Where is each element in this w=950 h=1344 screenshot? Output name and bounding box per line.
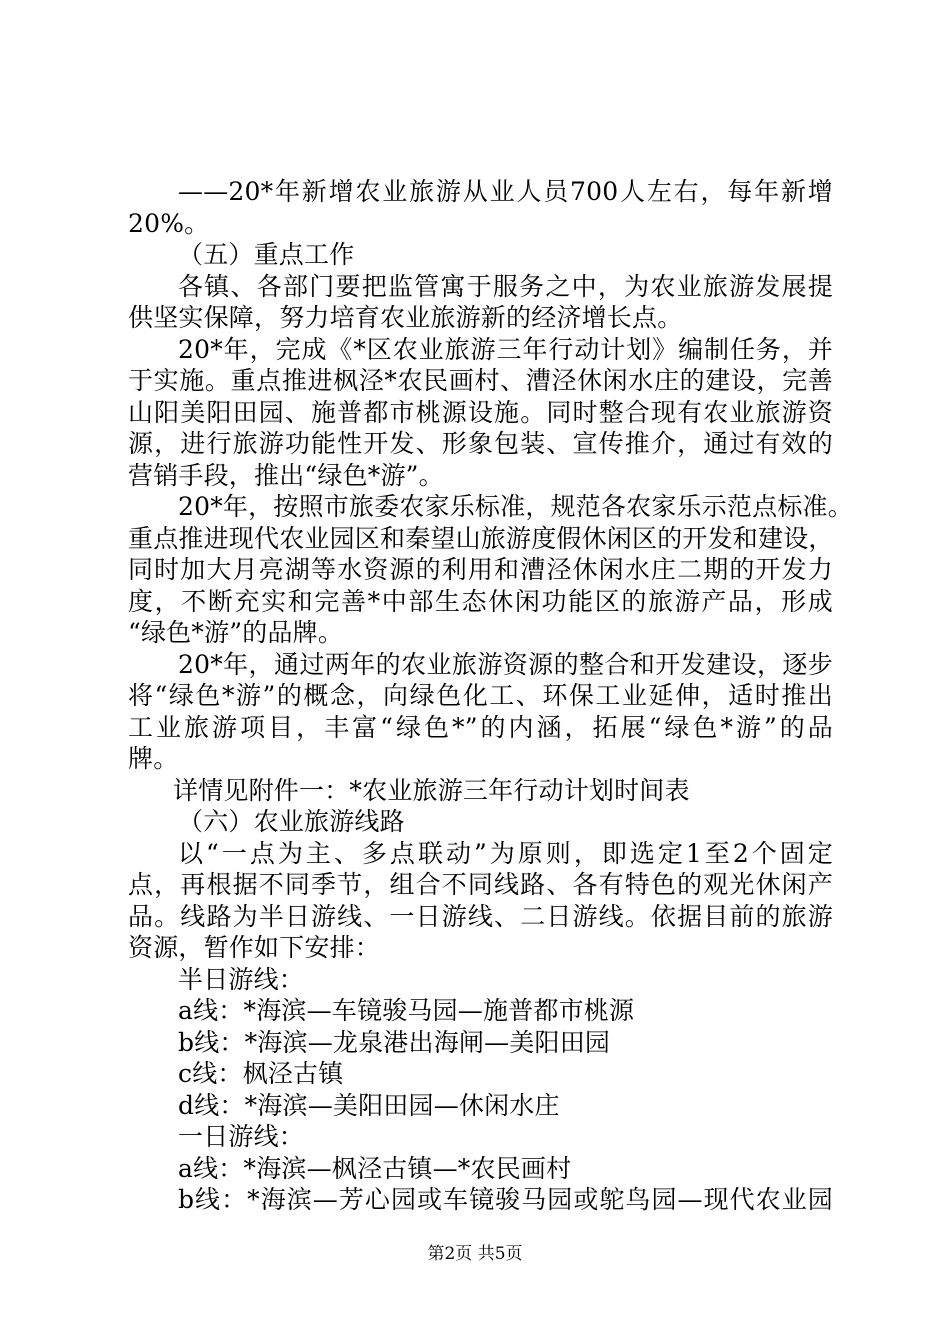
text-line: 资源，暂作如下安排： bbox=[128, 933, 381, 962]
text-line: （六）农业旅游线路 bbox=[178, 807, 405, 836]
text-line: 供坚实保障，努力培育农业旅游新的经济增长点。 bbox=[128, 303, 683, 332]
text-line: 点，再根据不同季节，组合不同线路、各有特色的观光休闲产 bbox=[128, 870, 833, 899]
text-line: 牌。 bbox=[128, 744, 179, 773]
text-line: 将“绿色*游”的概念，向绿色化工、环保工业延伸，适时推出 bbox=[128, 681, 833, 710]
text-line: 同时加大月亮湖等水资源的利用和漕泾休闲水庄二期的开发力 bbox=[128, 555, 833, 584]
text-line: ——20*年新增农业旅游从业人员700人左右，每年新增 bbox=[178, 177, 833, 206]
text-line: 一日游线： bbox=[178, 1122, 305, 1151]
text-line: 各镇、各部门要把监管寓于服务之中，为农业旅游发展提 bbox=[178, 271, 833, 301]
text-line: 工业旅游项目，丰富“绿色*”的内涵，拓展“绿色*游”的品 bbox=[128, 712, 833, 742]
text-line: 品。线路为半日游线、一日游线、二日游线。依据目前的旅游 bbox=[128, 901, 833, 931]
text-line: 于实施。重点推进枫泾*农民画村、漕泾休闲水庄的建设，完善 bbox=[128, 366, 833, 395]
text-line: 半日游线： bbox=[178, 964, 305, 994]
text-line: a线：*海滨—枫泾古镇—*农民画村 bbox=[178, 1153, 572, 1183]
text-line: 详情见附件一：*农业旅游三年行动计划时间表 bbox=[173, 775, 690, 805]
text-line: 20*年，完成《*区农业旅游三年行动计划》编制任务，并 bbox=[178, 334, 833, 364]
text-line: 度，不断充实和完善*中部生态休闲功能区的旅游产品，形成 bbox=[128, 586, 833, 616]
text-line: 源，进行旅游功能性开发、形象包装、宣传推介，通过有效的 bbox=[128, 429, 833, 458]
text-line: a线：*海滨—车镜骏马园—施普都市桃源 bbox=[178, 996, 635, 1025]
text-line: c线：枫泾古镇 bbox=[178, 1059, 344, 1088]
text-line: b线：*海滨—龙泉港出海闸—美阳田园 bbox=[178, 1027, 611, 1057]
text-line: 山阳美阳田园、施普都市桃源设施。同时整合现有农业旅游资 bbox=[128, 397, 833, 427]
page-footer: 第2页 共5页 bbox=[427, 1244, 523, 1264]
text-line: 20*年，通过两年的农业旅游资源的整合和开发建设，逐步 bbox=[178, 649, 833, 679]
text-line: “绿色*游”的品牌。 bbox=[128, 618, 344, 647]
text-line: 以“一点为主、多点联动”为原则，即选定1至2个固定 bbox=[178, 838, 833, 868]
text-line: 20*年，按照市旅委农家乐标准，规范各农家乐示范点标准。 bbox=[178, 492, 853, 521]
document-body bbox=[128, 176, 853, 1216]
text-line: 重点推进现代农业园区和秦望山旅游度假休闲区的开发和建设， bbox=[128, 523, 834, 553]
text-line: 20%。 bbox=[128, 208, 210, 238]
text-line: d线：*海滨—美阳田园—休闲水庄 bbox=[178, 1090, 560, 1120]
text-line: b线：*海滨—芳心园或车镜骏马园或鸵鸟园—现代农业园 bbox=[178, 1185, 833, 1214]
text-line: （五）重点工作 bbox=[178, 240, 355, 269]
text-line: 营销手段，推出“绿色*游”。 bbox=[128, 460, 444, 490]
